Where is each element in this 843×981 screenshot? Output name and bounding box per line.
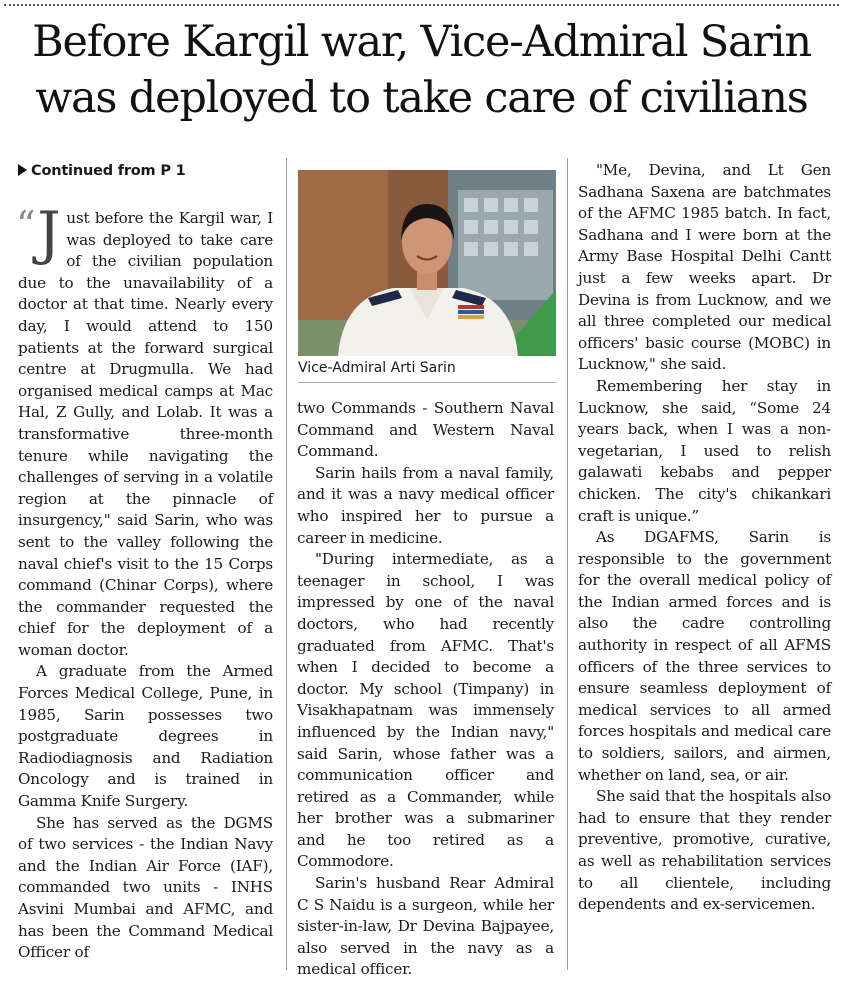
paragraph: Sarin hails from a naval family, and it was a navy medical officer who inspired her to pursue a career in medicine. [297,463,554,547]
continued-from-label: Continued from P 1 [18,160,273,182]
column-divider [286,158,287,970]
paragraph: She said that the hospitals also had to ensure that they render preventive, promotive, curative, as well as rehabilitation services to all clientele, including dependents and ex-servicemen. [578,787,831,914]
photo-caption: Vice-Admiral Arti Sarin [298,358,556,383]
paragraph: "Me, Devina, and Lt Gen Sadhana Saxena are batchmates of the AFMC 1985 batch. In fact, Sadhana and I were born at the Army Base Hospital Delhi Cantt just a few weeks apart. Dr Devina is from Lucknow, and we all three completed our medical officers' basic course (MOBC) in Lucknow," she said. [578,161,831,374]
drop-cap: J [37,199,61,267]
portrait-photo [298,170,556,356]
paragraph: two Commands - Southern Naval Command and Western Naval Command. [297,399,554,461]
lead-paragraph: “ J ust before the Kargil war, I was deployed to take care of the civilian population due to the unavailability of a doctor at that time. Nearly every day, I would attend to 150 patients at the forward surgical centre at Drugmulla. We had organised medical camps at Mac Hal, Z Gully, and Lolab. It was a transformative three-month tenure while navigating the challenges of serving in a volatile region at the pinnacle of insurgency," said Sarin, who was sent to the valley following the naval chief's visit to the 15 Corps command (Chinar Corps), where the commander requested the chief for the deployment of a woman doctor. [16,199,273,659]
article-column-3 [578,160,831,916]
paragraph: As DGAFMS, Sarin is responsible to the government for the overall medical policy of the Indian armed forces and is also the cadre controlling authority in respect of all AFMS officers of the three services to ensure seamless deployment of medical services to all armed forces hospitals and medical care to soldiers, sailors, and airmen, whether on land, sea, or air. [578,528,831,784]
headline: Before Kargil war, Vice-Admiral Sarin was deployed to take care of civilians [32,17,811,123]
paragraph: "During intermediate, as a teenager in school, I was impressed by one of the naval doctors, who had recently graduated from AFMC. That's when I decided to become a doctor. My school (Timpany) in Visakhapatnam was immensely influenced by the Indian navy," said Sarin, whose father was a communication officer and retired as a Commander, while her brother was a submariner and he too retired as a Commodore. [297,550,554,871]
paragraph: Remembering her stay in Lucknow, she said, “Some 24 years back, when I was a non-vegetarian, I used to relish galawati kebabs and pepper chicken. The city's chikankari craft is unique.” [578,376,831,525]
play-triangle-icon [18,164,27,176]
top-dotted-rule [4,4,839,6]
opening-quote-mark: “ [16,203,36,247]
paragraph: A graduate from the Armed Forces Medical College, Pune, in 1985, Sarin possesses two postgraduate degrees in Radiodiagnosis and Radiation Oncology and is trained in Gamma Knife Surgery. [18,662,273,811]
column-divider [567,158,568,970]
article-column-1 [18,160,273,964]
paragraph: She has served as the DGMS of two services - the Indian Navy and the Indian Air Force (IAF), commanded two units - INHS Asvini Mumbai and AFMC, and has been the Command Medical Officer of [18,813,273,962]
article-column-2 [297,398,554,981]
paragraph: Sarin's husband Rear Admiral C S Naidu is a surgeon, while her sister-in-law, Dr Devina Bajpayee, also served in the navy as a medical officer. [297,874,554,979]
